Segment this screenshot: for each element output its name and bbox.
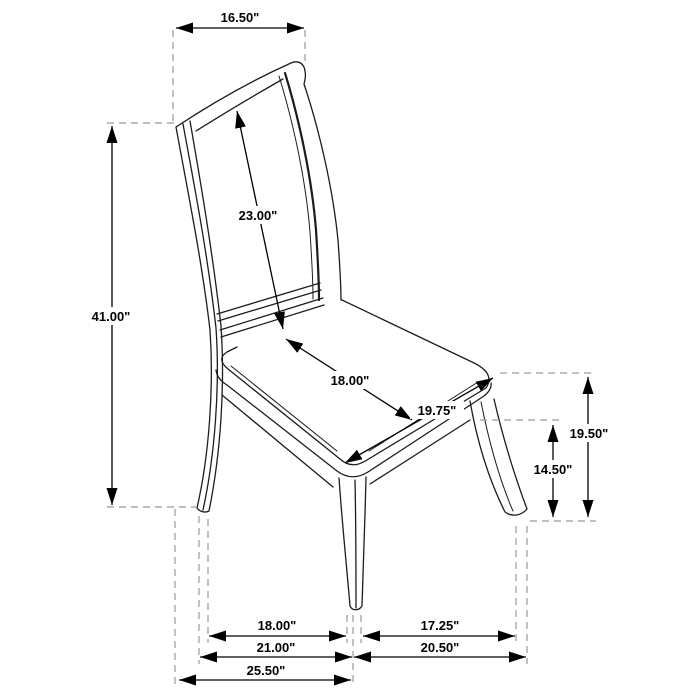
label-stance-depth-outer: 21.00" bbox=[256, 640, 296, 655]
extension-lines bbox=[107, 30, 596, 687]
label-stance-width-outer: 20.50" bbox=[420, 640, 460, 655]
chair-illustration bbox=[176, 62, 527, 610]
chair-front-leg bbox=[339, 477, 366, 610]
label-seat-depth: 18.00" bbox=[330, 373, 370, 388]
label-seat-height: 19.50" bbox=[569, 426, 609, 441]
label-apron-height: 14.50" bbox=[533, 462, 573, 477]
label-stance-depth-inner: 18.00" bbox=[257, 618, 297, 633]
chair-backrest-seam bbox=[285, 73, 319, 300]
label-seat-width: 19.75" bbox=[417, 403, 457, 418]
label-overall-height: 41.00" bbox=[91, 309, 131, 324]
dimension-labels bbox=[84, 10, 616, 678]
chair-backrest-and-rear-leg bbox=[176, 62, 341, 512]
label-stance-width-inner: 17.25" bbox=[420, 618, 460, 633]
chair-right-leg bbox=[470, 399, 527, 515]
label-back-top-width: 16.50" bbox=[220, 10, 260, 25]
label-overall-depth: 25.50" bbox=[246, 663, 286, 678]
label-backrest-length: 23.00" bbox=[238, 208, 278, 223]
